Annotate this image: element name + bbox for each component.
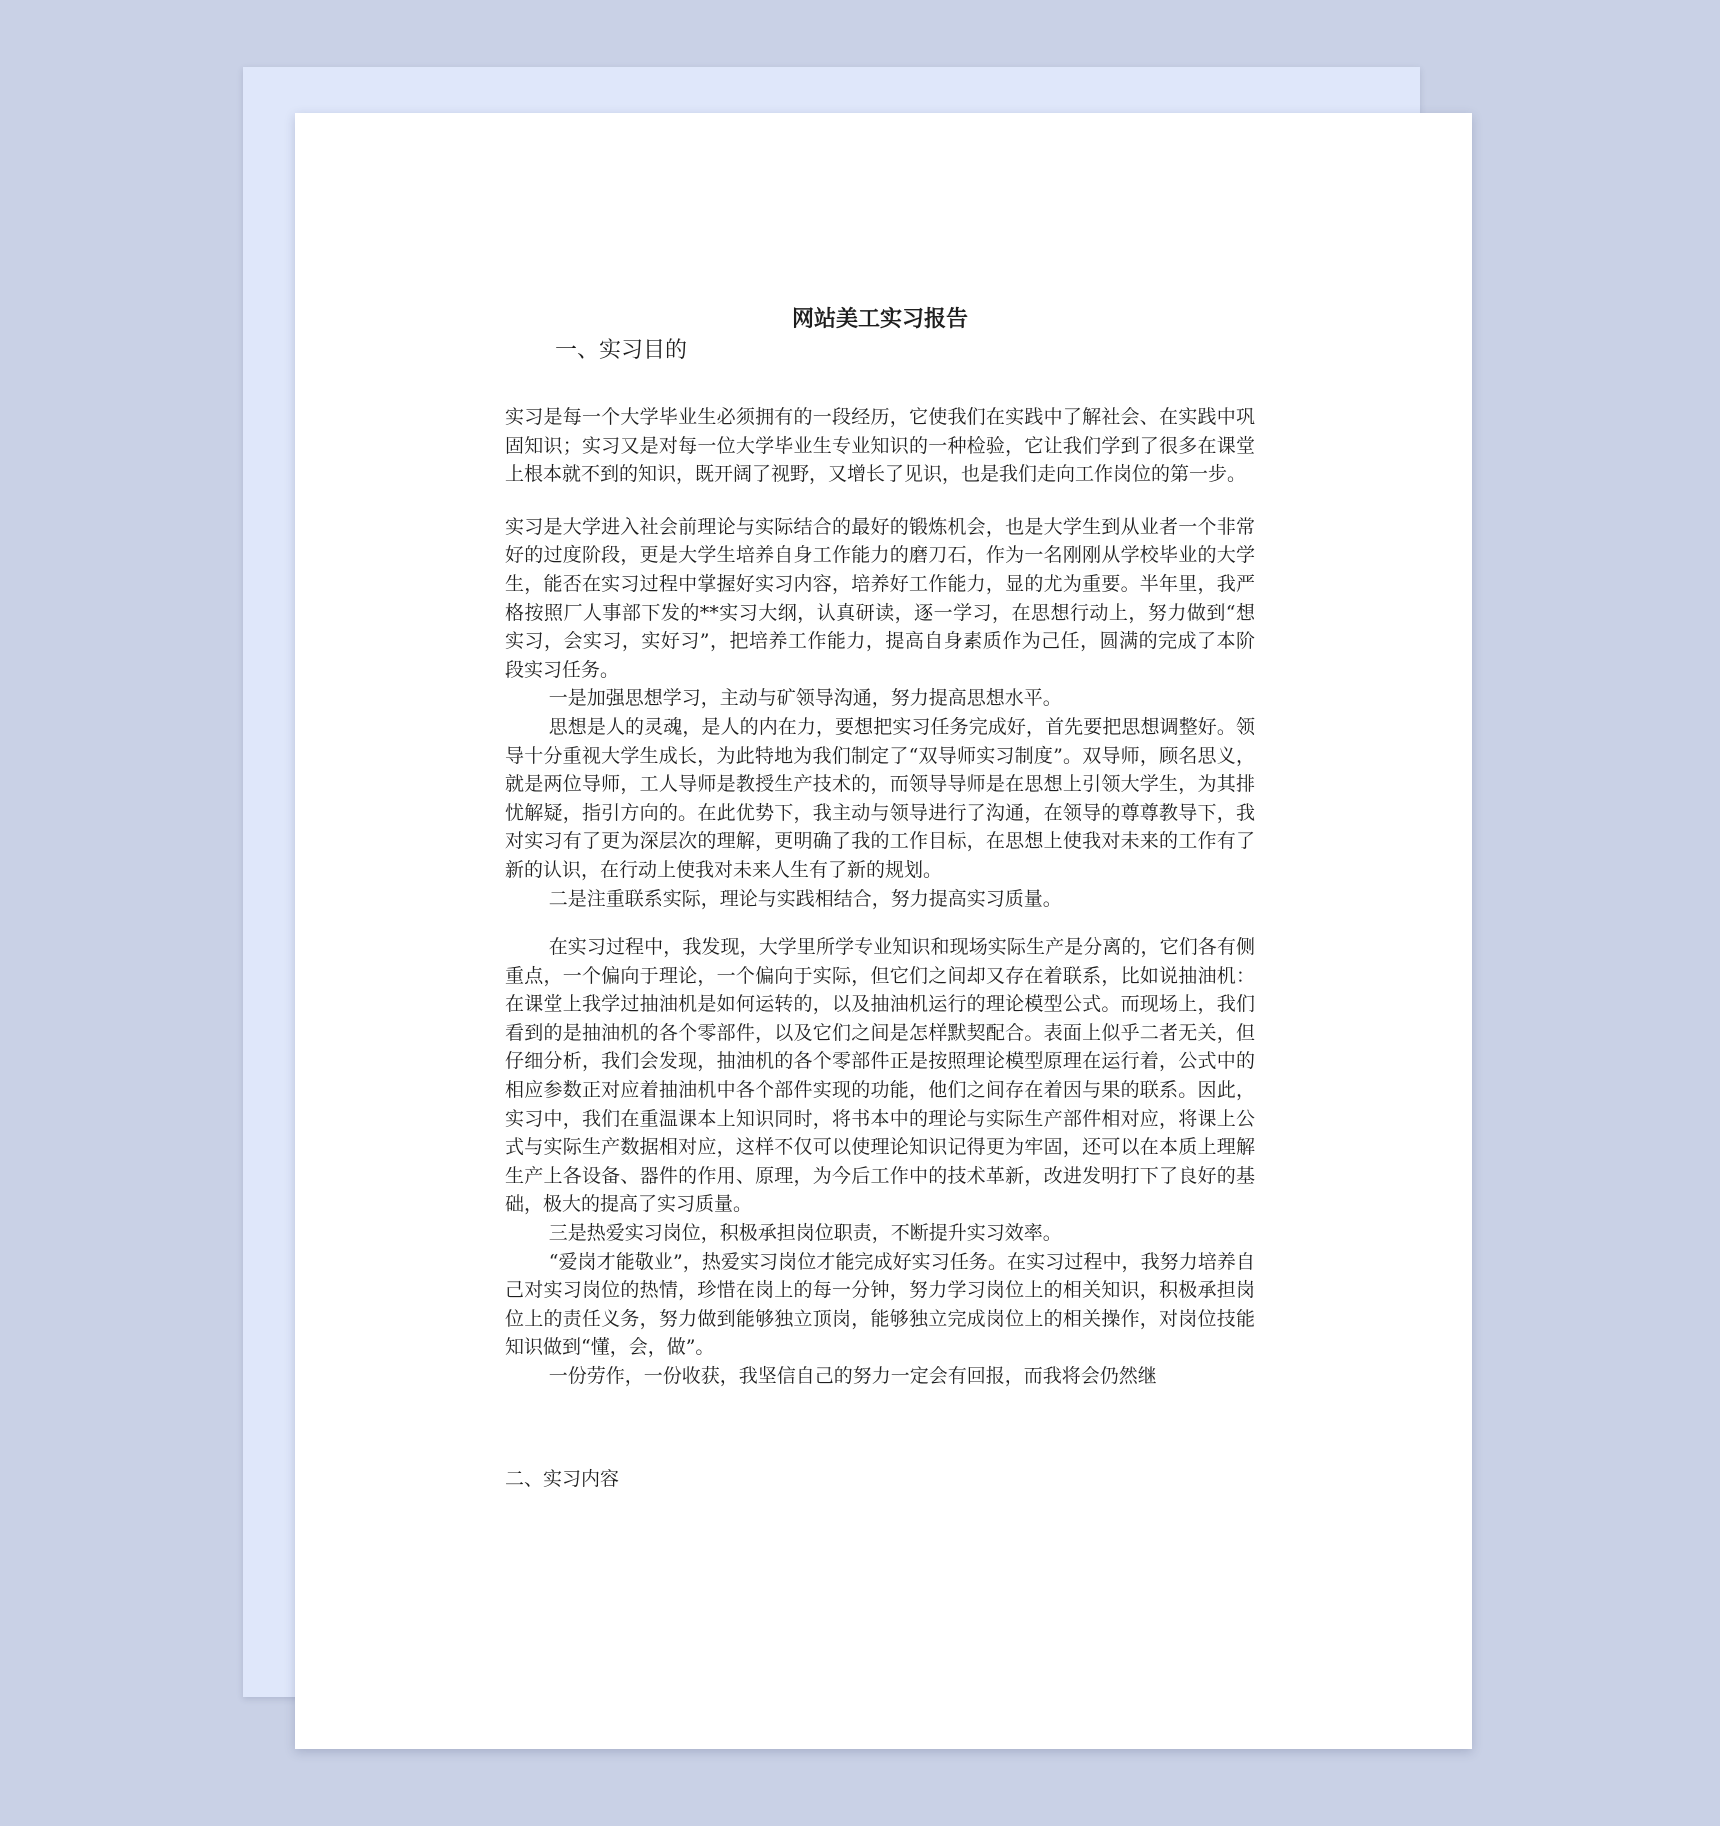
section-heading-purpose: 一、实习目的: [555, 338, 688, 363]
document-body: [505, 303, 1255, 1493]
paragraph: “爱岗才能敬业”，热爱实习岗位才能完成好实习任务。在实习过程中，我努力培养自己对实习岗位的热情，珍惜在岗上的每一分钟，努力学习岗位上的相关知识，积极承担岗位上的责任义务，努力做到能够独立顶岗，能够独立完成岗位上的相关操作，对岗位技能知识做到“懂，会，做”。: [505, 1250, 1255, 1359]
document-title: 网站美工实习报告: [791, 306, 968, 332]
document-page: [295, 113, 1472, 1749]
paragraph: 思想是人的灵魂，是人的内在力，要想把实习任务完成好，首先要把思想调整好。领导十分重视大学生成长，为此特地为我们制定了“双导师实习制度”。双导师，顾名思义，就是两位导师，工人导师是教授生产技术的，而领导导师是在思想上引领大学生，为其排忧解疑，指引方向的。在此优势下，我主动与领导进行了沟通，在领导的尊尊教导下，我对实习有了更为深层次的理解，更明确了我的工作目标，在思想上使我对未来的工作有了新的认识，在行动上使我对未来人生有了新的规划。: [505, 715, 1255, 881]
paragraph-point-1: 一是加强思想学习，主动与矿领导沟通，努力提高思想水平。: [548, 687, 1062, 710]
paragraph: 实习是大学进入社会前理论与实际结合的最好的锻炼机会，也是大学生到从业者一个非常好的过度阶段，更是大学生培养自身工作能力的磨刀石，作为一名刚刚从学校毕业的大学生，能否在实习过程中掌握好实习内容，培养好工作能力，显的尤为重要。半年里，我严格按照厂人事部下发的**实习大纲，认真研读，逐一学习，在思想行动上，努力做到“想实习，会实习，实好习”，把培养工作能力，提高自身素质作为己任，圆满的完成了本阶段实习任务。: [505, 515, 1255, 681]
paragraph-spacer: [505, 913, 1255, 933]
paragraph: 实习是每一个大学毕业生必须拥有的一段经历，它使我们在实践中了解社会、在实践中巩固知识；实习又是对每一位大学毕业生专业知识的一种检验，它让我们学到了很多在课堂上根本就不到的知识，既开阔了视野，又增长了见识，也是我们走向工作岗位的第一步。: [505, 406, 1255, 486]
paragraph: 在实习过程中，我发现，大学里所学专业知识和现场实际生产是分离的，它们各有侧重点，一个偏向于理论，一个偏向于实际，但它们之间却又存在着联系，比如说抽油机：在课堂上我学过抽油机是如何运转的，以及抽油机运行的理论模型公式。而现场上，我们看到的是抽油机的各个零部件，以及它们之间是怎样默契配合。表面上似乎二者无关，但仔细分析，我们会发现，抽油机的各个零部件正是按照理论模型原理在运行着，公式中的相应参数正对应着抽油机中各个部件实现的功能，他们之间存在着因与果的联系。因此，实习中，我们在重温课本上知识同时，将书本中的理论与实际生产部件相对应，将课上公式与实际生产数据相对应，这样不仅可以使理论知识记得更为牢固，还可以在本质上理解生产上各设备、器件的作用、原理，为今后工作中的技术革新，改进发明打下了良好的基础，极大的提高了实习质量。: [505, 936, 1255, 1216]
paragraph-point-3: 三是热爱实习岗位，积极承担岗位职责，不断提升实习效率。: [548, 1222, 1062, 1245]
section-heading-content: 二、实习内容: [505, 1467, 620, 1490]
paragraph-spacer: [505, 489, 1255, 513]
paragraph: 一份劳作，一份收获，我坚信自己的努力一定会有回报，而我将会仍然继: [548, 1365, 1157, 1387]
paragraph-point-2: 二是注重联系实际，理论与实践相结合，努力提高实习质量。: [548, 887, 1062, 910]
